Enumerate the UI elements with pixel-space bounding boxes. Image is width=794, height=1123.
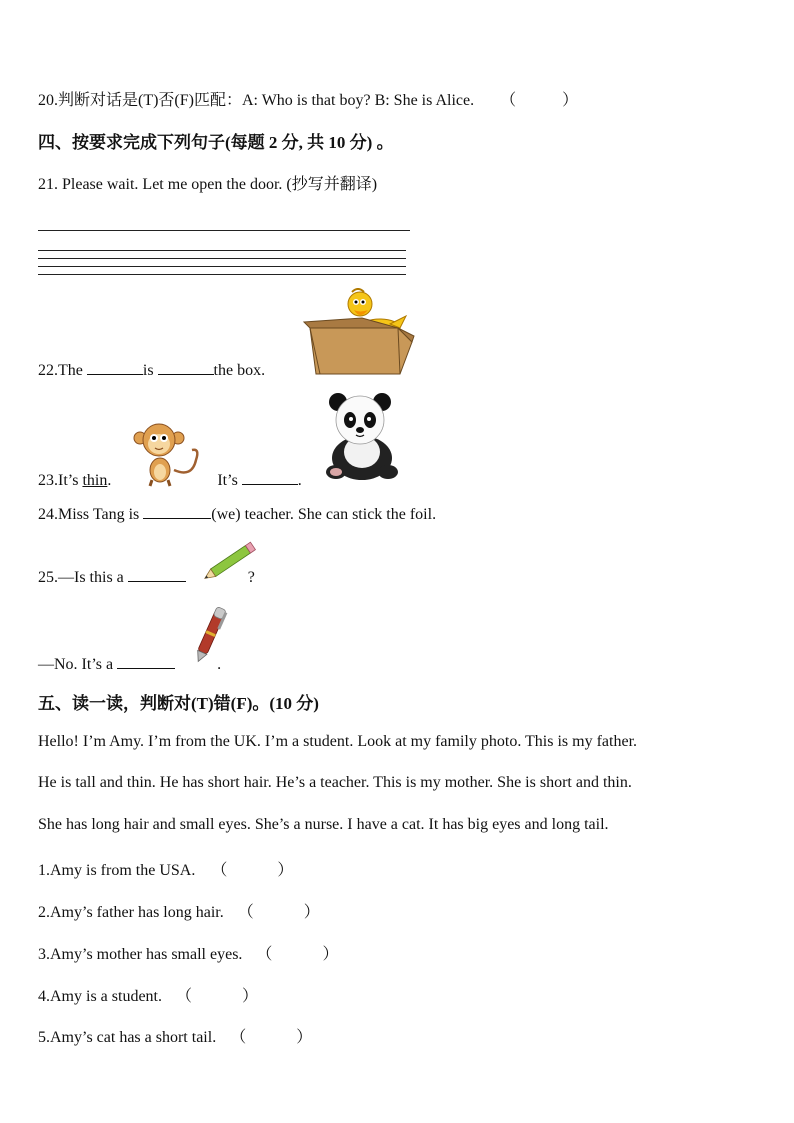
q22-part1: 22.The — [38, 362, 83, 379]
passage-line-2: He is tall and thin. He has short hair. He’s a teacher. This is my mother. She is short and thin. — [38, 774, 632, 791]
passage-line-3: She has long hair and small eyes. She’s a nurse. I have a cat. It has big eyes and long tail. — [38, 816, 609, 833]
q25-part1: 25.—Is this a — [38, 569, 124, 586]
paren-close: ） — [296, 1029, 313, 1046]
q25-part3: —No. It’s a — [38, 656, 114, 673]
paren-open: （ — [176, 988, 193, 1005]
judge-item-1 — [38, 857, 293, 880]
passage-line-1: Hello! I’m Amy. I’m from the UK. I’m a student. Look at my family photo. This is my father. — [38, 733, 638, 750]
q20-text: 20.判断对话是(T)否(F)匹配：A: Who is that boy? B: She is Alice. — [38, 92, 475, 109]
duck-in-box-image — [302, 288, 417, 376]
paren-open: （ — [230, 1029, 247, 1046]
paren-close: ） — [303, 904, 320, 921]
q22-part2: is — [142, 362, 154, 379]
judge-item-2 — [38, 899, 320, 922]
q22-blank-1[interactable] — [87, 360, 143, 375]
pen-image — [188, 602, 232, 668]
q23-part2: . — [107, 472, 112, 489]
judge-item-text: 1.Amy is from the USA. — [38, 862, 196, 879]
q22-line — [38, 360, 265, 380]
q23-part4: . — [297, 472, 302, 489]
judge-item-text: 2.Amy’s father has long hair. — [38, 904, 224, 921]
judge-item-5 — [38, 1024, 312, 1047]
writing-line-2[interactable] — [38, 258, 406, 259]
paren-open: （ — [256, 946, 273, 963]
writing-line-3[interactable] — [38, 266, 406, 267]
writing-line-4[interactable] — [38, 274, 406, 275]
q25-part2: ? — [247, 569, 255, 586]
q24-part1: 24.Miss Tang is — [38, 506, 140, 523]
q25-part4: . — [217, 656, 222, 673]
q24-part2: (we) teacher. She can stick the foil. — [211, 506, 437, 523]
q23-underlined-word: thin — [82, 472, 108, 489]
q24-line — [38, 504, 436, 524]
paren-open: （ — [237, 904, 254, 921]
q20-line — [38, 87, 578, 110]
section5-heading: 五、读一读，判断对(T)错(F)。(10 分) — [38, 694, 319, 713]
paren-close: ） — [277, 862, 294, 879]
copy-line-1[interactable] — [38, 230, 410, 231]
q22-blank-2[interactable] — [158, 360, 214, 375]
q23-blank[interactable] — [242, 470, 298, 485]
q22-part3: the box. — [213, 362, 266, 379]
panda-image — [322, 390, 404, 482]
judge-item-text: 3.Amy’s mother has small eyes. — [38, 946, 243, 963]
q23-part3: It’s — [217, 472, 238, 489]
monkey-image — [130, 420, 206, 488]
q20-paren-close: ） — [562, 92, 579, 109]
paren-open: （ — [211, 862, 228, 879]
q25-blank-2[interactable] — [117, 654, 175, 669]
paren-close: ） — [242, 988, 259, 1005]
judge-item-text: 4.Amy is a student. — [38, 988, 162, 1005]
q23-part1: 23.It’s — [38, 472, 79, 489]
paren-close: ） — [322, 946, 339, 963]
q24-blank[interactable] — [143, 504, 211, 519]
section4-heading: 四、按要求完成下列句子(每题 2 分, 共 10 分) 。 — [38, 133, 394, 152]
writing-line-1[interactable] — [38, 250, 406, 251]
judge-item-text: 5.Amy’s cat has a short tail. — [38, 1029, 217, 1046]
q21-text: 21. Please wait. Let me open the door. (抄写并翻译) — [38, 176, 378, 193]
pencil-image — [198, 540, 262, 584]
judge-item-4 — [38, 983, 258, 1006]
q20-paren-open: （ — [500, 92, 517, 109]
q25-blank-1[interactable] — [128, 567, 186, 582]
judge-item-3 — [38, 941, 338, 964]
